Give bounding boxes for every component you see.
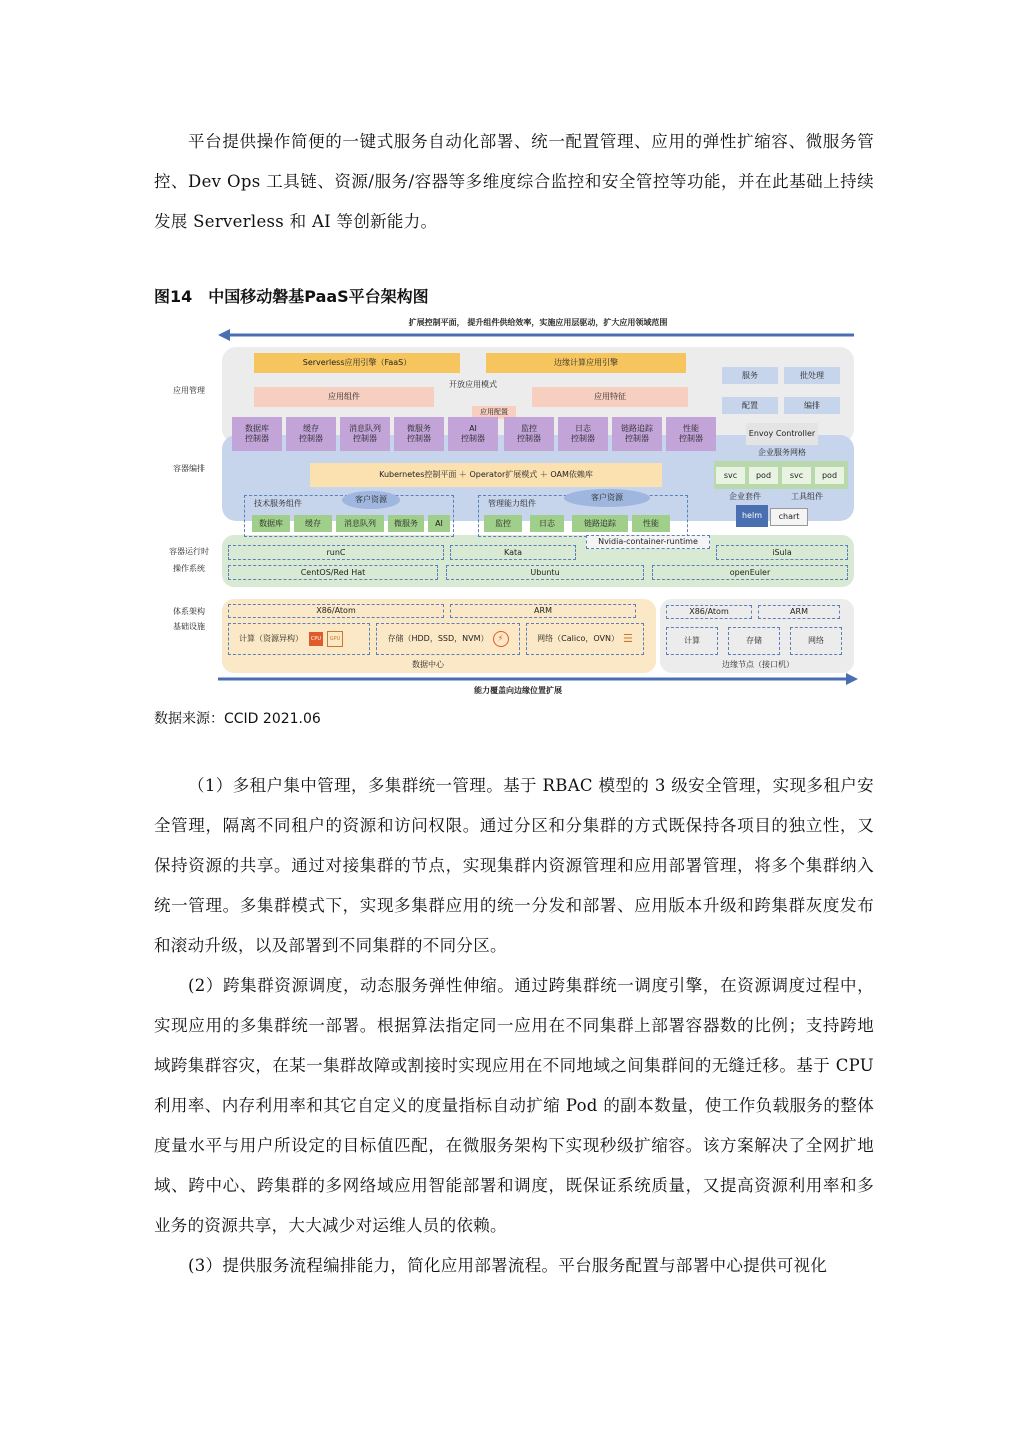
intro-paragraph: 平台提供操作简便的一键式服务自动化部署、统一配置管理、应用的弹性扩缩容、微服务管控、Dev Ops 工具链、资源/服务/容器等多维度综合监控和安全管控等功能，并在此基础上持续发展 Serverless 和 AI 等创新能力。 <box>154 132 874 231</box>
svc-batch: 批处理 <box>784 367 840 384</box>
edge-arm: ARM <box>758 605 840 619</box>
edge-engine: 边缘计算应用引擎 <box>486 353 686 373</box>
mgmt-item-perf: 性能 <box>632 515 670 532</box>
edge-storage: 存储 <box>728 627 780 655</box>
row-label-app: 应用管理 <box>173 386 205 395</box>
paragraph-2: (2）跨集群资源调度，动态服务弹性伸缩。通过跨集群统一调度引擎，在资源调度过程中，实现应用的多集群统一部署。根据算法指定同一应用在不同集群上部署容器数的比例；支持跨地域跨集群容灾，在某一集群故障或割接时实现应用在不同地域之间集群间的无缝迁移。基于 CPU 利用率、内存利用率和其它自定义的度量指标自动扩缩 Pod 的副本数量，使工作负载服务的整体度量水平与用户所设定的目标值匹配，在微服务架构下实现秒级扩缩容。该方案解决了全网扩地域、跨中心、跨集群的多网络域应用智能部署和调度，既保证系统质量，又提高资源利用率和多业务的资源共享，大大减少对运维人员的依赖。 <box>154 976 874 1235</box>
row-label-infra: 基础设施 <box>173 622 205 631</box>
tech-item-ai: AI <box>428 515 450 532</box>
bottom-arrow-label: 能力覆盖向边缘位置扩展 <box>474 686 562 695</box>
figure-source: 数据来源：CCID 2021.06 <box>154 711 321 727</box>
k8s-control-plane: Kubernetes控制平面 ＋ Operator扩展模式 ＋ OAM依赖库 <box>310 463 662 487</box>
mgmt-item-monitor: 监控 <box>484 515 522 532</box>
tools-label: 工具组件 <box>791 492 823 501</box>
architecture-diagram <box>158 315 858 700</box>
chart-box: chart <box>770 508 808 526</box>
row-label-orch: 容器编排 <box>173 464 205 473</box>
dc-arm: ARM <box>450 604 636 618</box>
controller-monitor: 监控 控制器 <box>504 417 554 451</box>
bottom-arrow <box>218 673 858 685</box>
nvidia-runtime: Nvidia-container-runtime <box>586 535 710 549</box>
server-icon: ☰ <box>622 632 633 646</box>
helm-box: helm <box>736 505 768 527</box>
app-config: 应用配置 <box>472 406 516 419</box>
figure-title: 图14 中国移动磐基PaaS平台架构图 <box>154 287 429 306</box>
edge-network: 网络 <box>790 627 842 655</box>
lightning-icon: ⚡ <box>493 631 509 647</box>
controller-mq: 消息队列 控制器 <box>340 417 390 451</box>
mesh-pod-2: pod <box>815 467 844 484</box>
tech-item-cache: 缓存 <box>294 515 332 532</box>
dc-compute <box>228 623 370 655</box>
edge-compute: 计算 <box>666 627 718 655</box>
tech-item-db: 数据库 <box>252 515 290 532</box>
app-feature: 应用特征 <box>532 387 688 407</box>
controller-trace: 链路追踪 控制器 <box>612 417 662 451</box>
mesh-pod-1: pod <box>749 467 778 484</box>
svc-config: 配置 <box>722 397 778 414</box>
os-openeuler: openEuler <box>652 565 848 580</box>
dc-network <box>526 623 644 655</box>
open-app-mode: 开放应用模式 <box>449 380 497 389</box>
svc-service: 服务 <box>722 367 778 384</box>
gpu-icon: GPU <box>327 631 343 647</box>
controller-ai: AI 控制器 <box>448 417 498 451</box>
runtime-runc: runC <box>228 545 444 560</box>
os-ubuntu: Ubuntu <box>446 565 644 580</box>
dc-network-label: 网络（Calico，OVN） <box>537 634 619 644</box>
customer-res-1: 客户资源 <box>342 491 400 509</box>
serverless-engine: Serverless应用引擎（FaaS） <box>254 353 460 373</box>
mgmt-group-label: 管理能力组件 <box>488 499 536 508</box>
dc-label: 数据中心 <box>412 660 444 669</box>
row-label-arch: 体系架构 <box>173 607 205 616</box>
mgmt-item-trace: 链路追踪 <box>572 515 628 532</box>
app-component: 应用组件 <box>254 387 434 407</box>
dc-compute-label: 计算（资源异构） <box>239 634 303 644</box>
dc-storage-label: 存储（HDD，SSD，NVM） <box>387 634 489 644</box>
row-label-os: 操作系统 <box>173 564 205 573</box>
top-arrow <box>218 329 858 341</box>
tech-group-label: 技术服务组件 <box>254 499 302 508</box>
mesh-svc-2: svc <box>782 467 811 484</box>
paragraph-1: （1）多租户集中管理，多集群统一管理。基于 RBAC 模型的 3 级安全管理，实现多租户安全管理，隔离不同租户的资源和访问权限。通过分区和分集群的方式既保持各项目的独立性，又保持资源的共享。通过对接集群的节点，实现集群内资源管理和应用部署管理，将多个集群纳入统一管理。多集群模式下，实现多集群应用的统一分发和部署、应用版本升级和跨集群灰度发布和滚动升级，以及部署到不同集群的不同分区。 <box>154 776 874 955</box>
tech-item-ms: 微服务 <box>388 515 424 532</box>
tech-item-mq: 消息队列 <box>336 515 384 532</box>
os-centos: CentOS/Red Hat <box>228 565 438 580</box>
controller-db: 数据库 控制器 <box>232 417 282 451</box>
runtime-kata: Kata <box>450 545 576 560</box>
mesh-svc-1: svc <box>716 467 745 484</box>
runtime-isula: iSula <box>716 545 848 560</box>
customer-res-2: 客户资源 <box>564 489 650 507</box>
row-label-runtime: 容器运行时 <box>169 547 209 556</box>
envoy-controller: Envoy Controller <box>746 423 818 445</box>
controller-log: 日志 控制器 <box>558 417 608 451</box>
cpu-icon: CPU <box>309 632 323 646</box>
controller-perf: 性能 控制器 <box>666 417 716 451</box>
svc-orchestrate: 编排 <box>784 397 840 414</box>
edge-label: 边缘节点（接口机） <box>722 660 794 669</box>
dc-x86: X86/Atom <box>228 604 444 618</box>
controller-microservice: 微服务 控制器 <box>394 417 444 451</box>
mesh-label: 企业服务网格 <box>758 448 806 457</box>
mgmt-item-log: 日志 <box>530 515 564 532</box>
top-arrow-label: 扩展控制平面， 提升组件供给效率，实施应用层驱动，扩大应用领域范围 <box>408 318 668 327</box>
dc-storage <box>376 623 520 655</box>
paragraph-3: (3）提供服务流程编排能力，简化应用部署流程。平台服务配置与部署中心提供可视化 <box>188 1256 828 1275</box>
controller-cache: 缓存 控制器 <box>286 417 336 451</box>
suite-label: 企业套件 <box>729 492 761 501</box>
edge-x86: X86/Atom <box>666 605 752 619</box>
